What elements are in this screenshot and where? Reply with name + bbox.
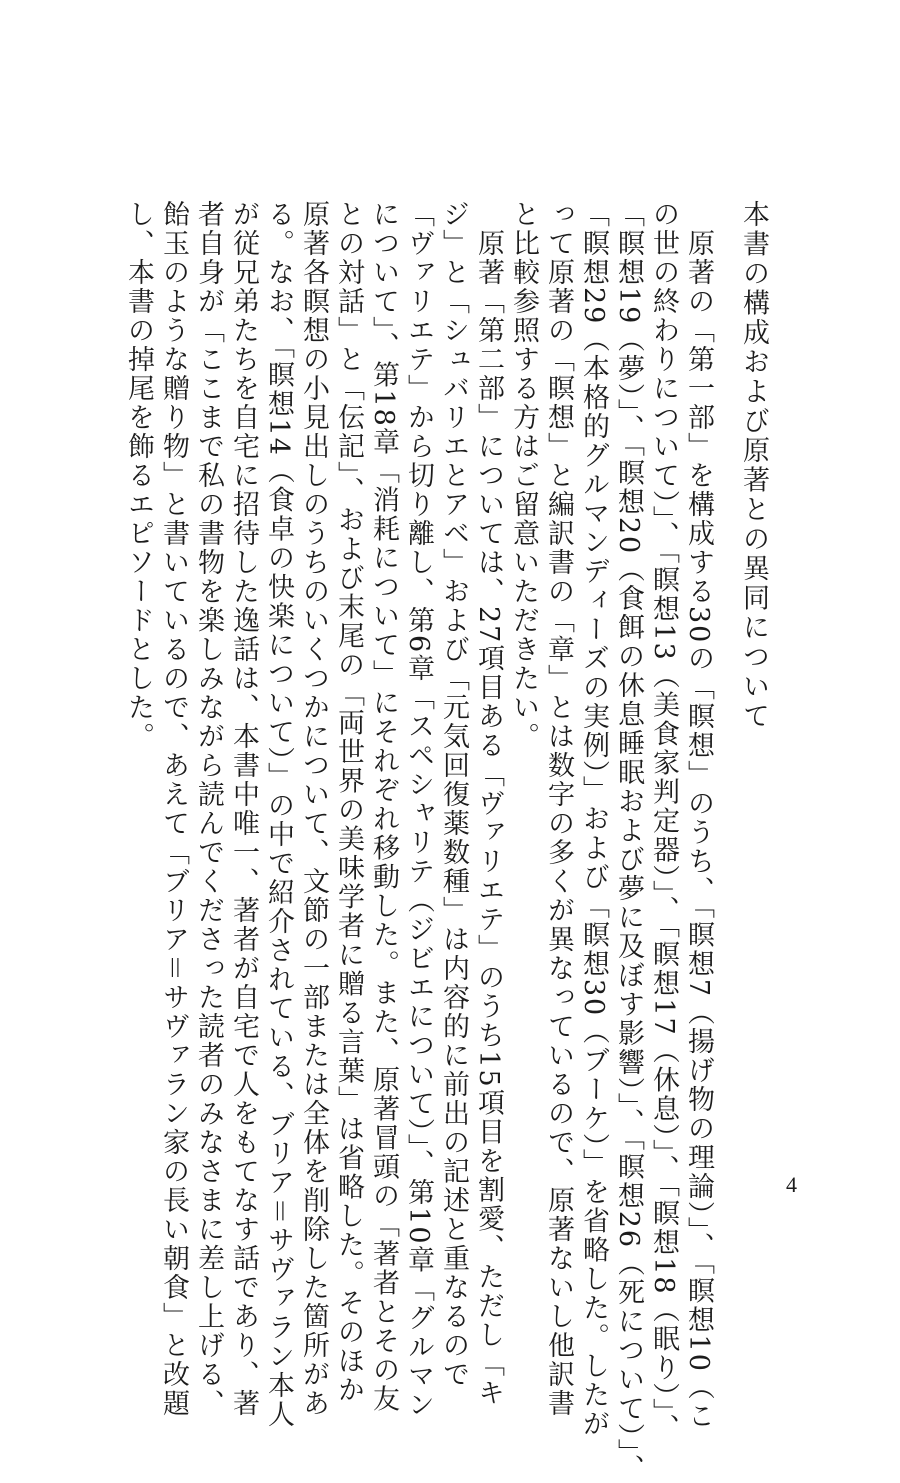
body-line: 「瞑想19（夢）」、「瞑想20（食餌の休息睡眠および夢に及ぼす影響）」、「瞑想26（死について）」、	[613, 200, 644, 1483]
body-line: ジ」と「シュバリエとアベ」および「元気回復薬数種」は内容的に前出の記述と重なるので	[438, 200, 469, 1389]
page-number: 4	[786, 1172, 797, 1197]
body-line: が従兄弟たちを自宅に招待した逸話は、本書中唯一、著者が自宅で人をもてなす話であり、著	[228, 200, 259, 1418]
body-line: の世の終わりについて）」、「瞑想13（美食家判定器）」、「瞑想17（休息）」、「瞑想18（眠り）」、	[648, 200, 679, 1443]
body-line: 原著各瞑想の小見出しのうちのいくつかについて、文節の一部または全体を削除した箇所があ	[298, 200, 329, 1418]
body-line: 者自身が「ここまで私の書物を楽しみながら読んでくださった読者のみなさまに差し上げる、	[193, 200, 224, 1418]
body-line: る。なお、「瞑想14（食卓の快楽について）」の中で紹介されている、ブリア＝サヴァラン本人	[263, 200, 294, 1430]
body-line: 「瞑想29（本格的グルマンディーズの実例）」および「瞑想30（ブーケ）」を省略した。したが	[578, 200, 609, 1439]
body-line: し、本書の掉尾を飾るエピソードとした。	[123, 200, 154, 751]
body-line: と比較参照する方はご留意いただきたい。	[508, 200, 539, 751]
body-line: 原著の「第一部」を構成する30の「瞑想」のうち、「瞑想7（揚げ物の理論）」、「瞑想10（こ	[683, 200, 714, 1431]
body-line: との対話」と「伝記」、および末尾の「両世界の美味学者に贈る言葉」は省略した。そのほか	[333, 200, 364, 1405]
body-line: って原著の「瞑想」と編訳書の「章」とは数字の多くが異なっているので、原著ないし他訳書	[543, 200, 574, 1418]
section-title: 本書の構成および原著との異同について	[738, 200, 769, 731]
body-line: 原著「第二部」については、27項目ある「ヴァリエテ」のうち15項目を割愛、ただし「キ	[473, 200, 504, 1408]
body-line: 飴玉のような贈り物」と書いているので、あえて「ブリア＝サヴァラン家の長い朝食」と改題	[158, 200, 189, 1418]
body-line: について」、第18章「消耗について」にそれぞれ移動した。また、原著冒頭の「著者とその友	[368, 200, 399, 1414]
body-line: 「ヴァリエテ」から切り離し、第6章「スペシャリテ（ジビエについて）」、第10章「グルマン	[403, 200, 434, 1420]
